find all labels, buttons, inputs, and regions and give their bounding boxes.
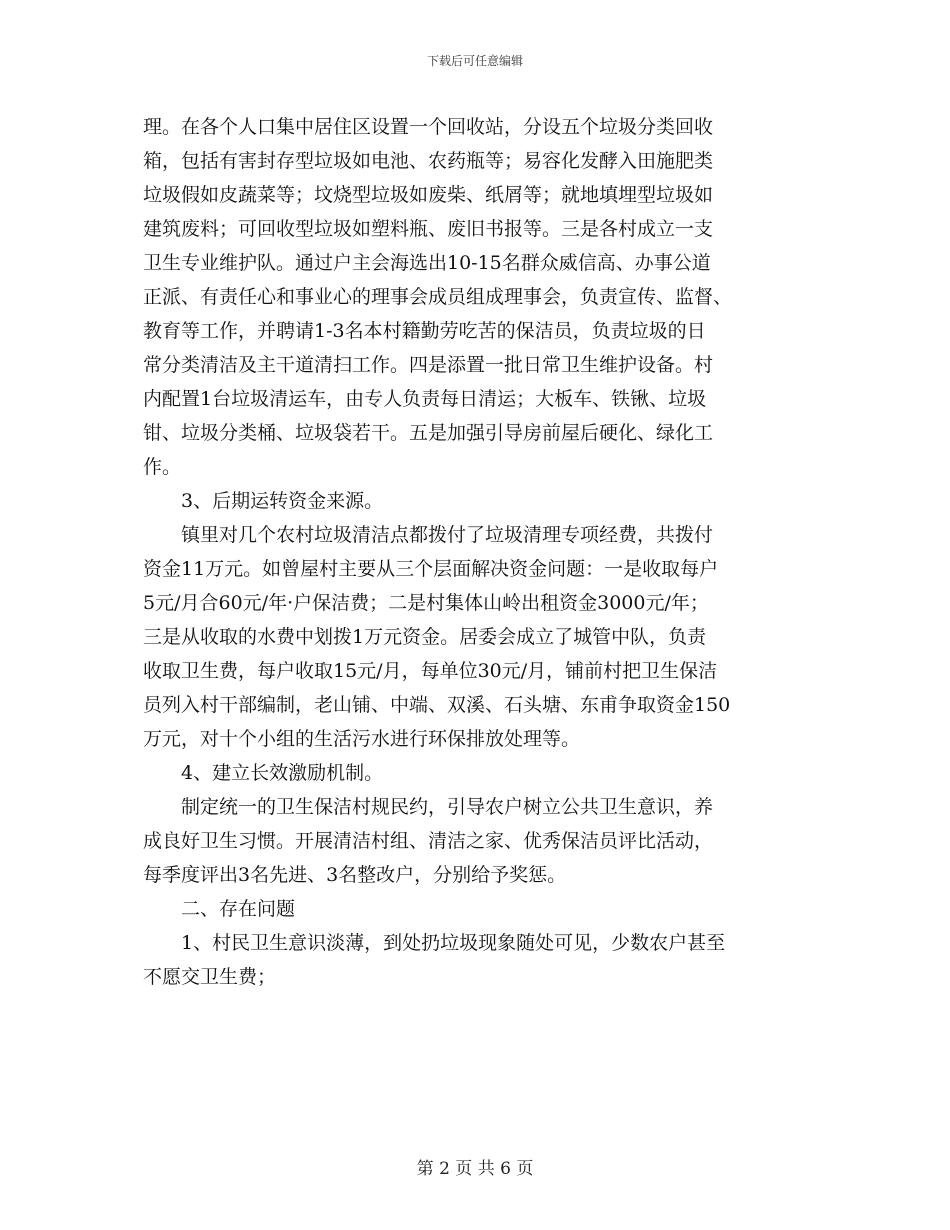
section-heading: 3、后期运转资金来源。 <box>143 490 384 512</box>
text-line: 员列入村干部编制，老山铺、中端、双溪、石头塘、东甫争取资金150 <box>143 694 731 716</box>
text-line: 1、村民卫生意识淡薄，到处扔垃圾现象随处可见，少数农户甚至 <box>143 932 726 954</box>
section-heading: 4、建立长效激励机制。 <box>143 762 384 784</box>
page-header: 下载后可任意编辑 <box>426 54 523 68</box>
text-line: 建筑废料；可回收型垃圾如塑料瓶、废旧书报等。三是各村成立一支 <box>143 218 714 240</box>
text-line: 垃圾假如皮蔬菜等；坟烧型垃圾如废柴、纸屑等；就地填埋型垃圾如 <box>143 184 714 206</box>
text-line: 不愿交卫生费； <box>143 966 277 988</box>
text-line: 成良好卫生习惯。开展清洁村组、清洁之家、优秀保洁员评比活动， <box>143 830 714 852</box>
text-line: 镇里对几个农村垃圾清洁点都拨付了垃圾清理专项经费，共拨付 <box>143 524 714 546</box>
text-line: 三是从收取的水费中划拨1万元资金。居委会成立了城管中队，负责 <box>143 626 707 648</box>
document-body <box>143 110 808 994</box>
text-line: 资金11万元。如曾屋村主要从三个层面解决资金问题：一是收取每户 <box>143 558 719 580</box>
page-number: 第 2 页 共 6 页 <box>416 1159 534 1179</box>
text-line: 常分类清洁及主干道清扫工作。四是添置一批日常卫生维护设备。村 <box>143 354 714 376</box>
text-line: 箱，包括有害封存型垃圾如电池、农药瓶等；易容化发酵入田施肥类 <box>143 150 714 172</box>
text-line: 钳、垃圾分类桶、垃圾袋若干。五是加强引导房前屋后硬化、绿化工 <box>143 422 714 444</box>
text-line: 万元，对十个小组的生活污水进行环保排放处理等。 <box>143 728 581 750</box>
text-line: 教育等工作，并聘请1-3名本村籍勤劳吃苦的保洁员，负责垃圾的日 <box>143 320 706 342</box>
text-line: 卫生专业维护队。通过户主会海选出10-15名群众威信高、办事公道 <box>143 252 711 274</box>
text-line: 5元/月合60元/年·户保洁费；二是村集体山岭出租资金3000元/年； <box>143 592 709 614</box>
text-line: 收取卫生费，每户收取15元/月，每单位30元/月，铺前村把卫生保洁 <box>143 660 718 682</box>
section-heading: 二、存在问题 <box>143 898 296 920</box>
text-line: 每季度评出3名先进、3名整改户，分别给予奖惩。 <box>143 864 567 886</box>
text-line: 正派、有责任心和事业心的理事会成员组成理事会，负责宣传、监督、 <box>143 286 733 308</box>
text-line: 内配置1台垃圾清运车，由专人负责每日清运；大板车、铁锹、垃圾 <box>143 388 707 410</box>
text-line: 制定统一的卫生保洁村规民约，引导农户树立公共卫生意识，养 <box>143 796 714 818</box>
text-line: 理。在各个人口集中居住区设置一个回收站，分设五个垃圾分类回收 <box>143 116 714 138</box>
text-line: 作。 <box>143 456 182 478</box>
